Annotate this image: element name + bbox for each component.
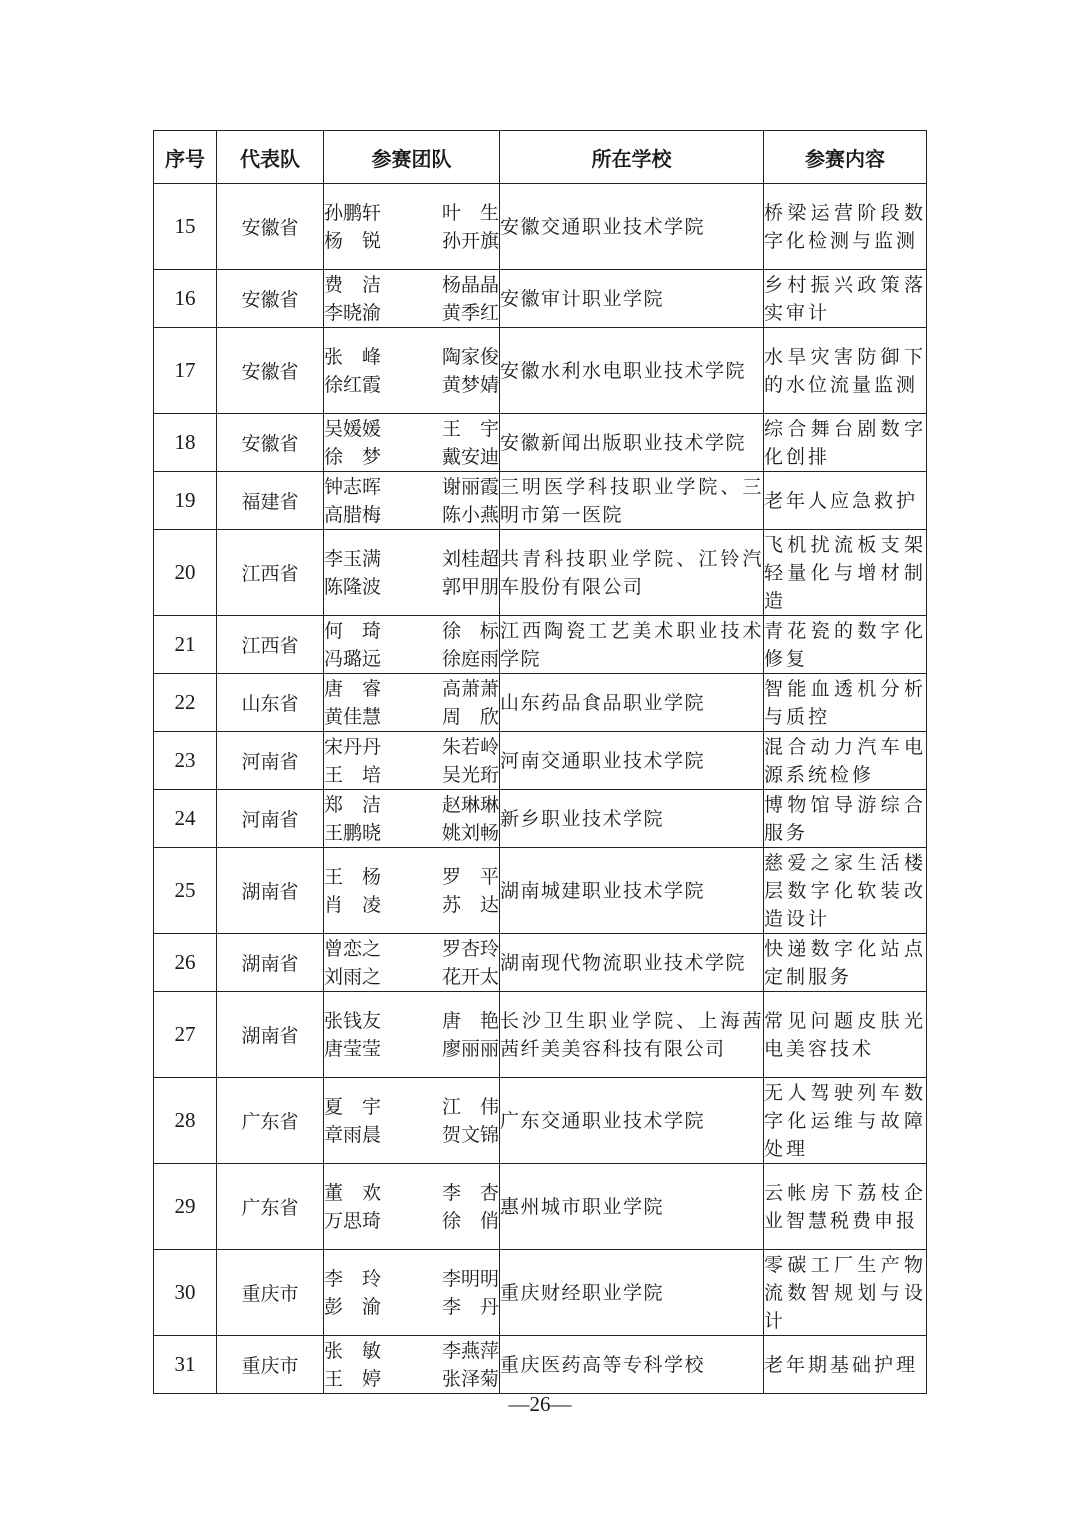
member-line — [324, 1121, 499, 1149]
member-name: 刘雨之 — [324, 965, 382, 988]
cell-delegation: 广东省 — [217, 1078, 324, 1164]
member-name: 王鹏晓 — [324, 821, 382, 844]
cell-serial-number: 24 — [154, 790, 217, 848]
member-name: 张钱友 — [324, 1009, 382, 1032]
cell-delegation: 湖南省 — [217, 848, 324, 934]
table-row — [154, 1250, 927, 1336]
member-line — [324, 1265, 499, 1293]
cell-delegation: 安徽省 — [217, 270, 324, 328]
cell-team-members — [324, 1250, 500, 1336]
cell-delegation: 安徽省 — [217, 184, 324, 270]
cell-team-members — [324, 472, 500, 530]
cell-serial-number: 27 — [154, 992, 217, 1078]
cell-competition-content: 综合舞台剧数字化创排 — [764, 414, 927, 472]
cell-competition-content: 桥梁运营阶段数字化检测与监测 — [764, 184, 927, 270]
cell-delegation: 广东省 — [217, 1164, 324, 1250]
table-row — [154, 414, 927, 472]
member-name: 李 杏 — [441, 1181, 499, 1204]
member-name: 徐 俏 — [441, 1209, 499, 1232]
member-line — [324, 371, 499, 399]
member-name: 陈隆波 — [324, 575, 382, 598]
cell-school: 安徽水利水电职业技术学院 — [500, 328, 764, 414]
cell-delegation: 安徽省 — [217, 414, 324, 472]
cell-delegation: 湖南省 — [217, 934, 324, 992]
cell-school: 安徽审计职业学院 — [500, 270, 764, 328]
member-name: 王 婷 — [324, 1367, 382, 1390]
member-line — [324, 733, 499, 761]
cell-team-members — [324, 616, 500, 674]
cell-school: 安徽新闻出版职业技术学院 — [500, 414, 764, 472]
cell-school: 惠州城市职业学院 — [500, 1164, 764, 1250]
member-name: 罗 平 — [441, 865, 499, 888]
member-name: 冯璐远 — [324, 647, 382, 670]
cell-serial-number: 25 — [154, 848, 217, 934]
member-line — [324, 761, 499, 789]
cell-team-members — [324, 328, 500, 414]
member-name: 李明明 — [441, 1267, 499, 1290]
member-name: 王 杨 — [324, 865, 382, 888]
cell-delegation: 湖南省 — [217, 992, 324, 1078]
member-line — [324, 891, 499, 919]
member-name: 陈小燕 — [441, 503, 499, 526]
cell-team-members — [324, 848, 500, 934]
header-team-members: 参赛团队 — [324, 131, 500, 184]
cell-competition-content: 博物馆导游综合服务 — [764, 790, 927, 848]
member-name: 夏 宇 — [324, 1095, 382, 1118]
member-line — [324, 415, 499, 443]
member-line — [324, 863, 499, 891]
member-name: 戴安迪 — [441, 445, 499, 468]
member-name: 高萧萧 — [441, 677, 499, 700]
table-row — [154, 472, 927, 530]
member-name: 钟志晖 — [324, 475, 382, 498]
cell-competition-content: 智能血透机分析与质控 — [764, 674, 927, 732]
cell-competition-content: 飞机扰流板支架轻量化与增材制造 — [764, 530, 927, 616]
member-line — [324, 1293, 499, 1321]
member-name: 王 培 — [324, 763, 382, 786]
cell-competition-content: 老年期基础护理 — [764, 1336, 927, 1394]
cell-delegation: 重庆市 — [217, 1336, 324, 1394]
member-name: 李 丹 — [441, 1295, 499, 1318]
member-name: 李玉满 — [324, 547, 382, 570]
cell-serial-number: 20 — [154, 530, 217, 616]
member-line — [324, 545, 499, 573]
cell-school: 三明医学科技职业学院、三明市第一医院 — [500, 472, 764, 530]
cell-team-members — [324, 414, 500, 472]
cell-delegation: 河南省 — [217, 732, 324, 790]
member-line — [324, 1093, 499, 1121]
member-name: 杨晶晶 — [441, 273, 499, 296]
cell-serial-number: 17 — [154, 328, 217, 414]
member-line — [324, 501, 499, 529]
cell-serial-number: 16 — [154, 270, 217, 328]
member-name: 曾恋之 — [324, 937, 382, 960]
cell-competition-content: 老年人应急救护 — [764, 472, 927, 530]
cell-team-members — [324, 790, 500, 848]
header-serial-number: 序号 — [154, 131, 217, 184]
member-line — [324, 343, 499, 371]
cell-team-members — [324, 1164, 500, 1250]
member-name: 徐 标 — [441, 619, 499, 642]
table-row — [154, 328, 927, 414]
cell-serial-number: 26 — [154, 934, 217, 992]
cell-team-members — [324, 184, 500, 270]
member-name: 廖丽丽 — [441, 1037, 499, 1060]
member-name: 宋丹丹 — [324, 735, 382, 758]
member-name: 高腊梅 — [324, 503, 382, 526]
table-row — [154, 732, 927, 790]
cell-delegation: 重庆市 — [217, 1250, 324, 1336]
cell-competition-content: 慈爱之家生活楼层数字化软装改造设计 — [764, 848, 927, 934]
member-line — [324, 271, 499, 299]
cell-delegation: 河南省 — [217, 790, 324, 848]
member-line — [324, 703, 499, 731]
member-name: 董 欢 — [324, 1181, 382, 1204]
cell-team-members — [324, 732, 500, 790]
table-row — [154, 1336, 927, 1394]
member-name: 唐莹莹 — [324, 1037, 382, 1060]
cell-delegation: 安徽省 — [217, 328, 324, 414]
cell-school: 重庆医药高等专科学校 — [500, 1336, 764, 1394]
cell-serial-number: 21 — [154, 616, 217, 674]
member-line — [324, 443, 499, 471]
member-name: 孙鹏轩 — [324, 201, 382, 224]
member-name: 黄季红 — [441, 301, 499, 324]
member-line — [324, 227, 499, 255]
competition-table — [153, 130, 927, 1394]
table-row — [154, 1078, 927, 1164]
cell-delegation: 江西省 — [217, 530, 324, 616]
cell-school: 重庆财经职业学院 — [500, 1250, 764, 1336]
table-row — [154, 674, 927, 732]
member-name: 王 宇 — [441, 417, 499, 440]
table-row — [154, 848, 927, 934]
cell-serial-number: 31 — [154, 1336, 217, 1394]
member-name: 贺文锦 — [441, 1123, 499, 1146]
member-name: 郭甲朋 — [441, 575, 499, 598]
member-name: 花开太 — [441, 965, 499, 988]
cell-school: 长沙卫生职业学院、上海茜茜纤美美容科技有限公司 — [500, 992, 764, 1078]
table-row — [154, 992, 927, 1078]
cell-competition-content: 水旱灾害防御下的水位流量监测 — [764, 328, 927, 414]
cell-competition-content: 快递数字化站点定制服务 — [764, 934, 927, 992]
cell-team-members — [324, 1078, 500, 1164]
cell-school: 山东药品食品职业学院 — [500, 674, 764, 732]
member-name: 吴光珩 — [441, 763, 499, 786]
member-name: 陶家俊 — [441, 345, 499, 368]
member-name: 孙开旗 — [441, 229, 499, 252]
member-line — [324, 473, 499, 501]
member-line — [324, 1365, 499, 1393]
member-line — [324, 645, 499, 673]
member-line — [324, 617, 499, 645]
member-name: 徐 梦 — [324, 445, 382, 468]
member-line — [324, 573, 499, 601]
cell-serial-number: 19 — [154, 472, 217, 530]
member-line — [324, 299, 499, 327]
cell-serial-number: 23 — [154, 732, 217, 790]
cell-school: 新乡职业技术学院 — [500, 790, 764, 848]
member-name: 张 敏 — [324, 1339, 382, 1362]
cell-delegation: 福建省 — [217, 472, 324, 530]
member-name: 李晓渝 — [324, 301, 382, 324]
member-line — [324, 1035, 499, 1063]
member-name: 谢丽霞 — [441, 475, 499, 498]
cell-school: 共青科技职业学院、江铃汽车股份有限公司 — [500, 530, 764, 616]
member-name: 苏 达 — [441, 893, 499, 916]
member-name: 杨 锐 — [324, 229, 382, 252]
member-name: 叶 生 — [441, 201, 499, 224]
member-name: 黄佳慧 — [324, 705, 382, 728]
member-line — [324, 935, 499, 963]
member-line — [324, 819, 499, 847]
member-name: 张 峰 — [324, 345, 382, 368]
cell-team-members — [324, 530, 500, 616]
cell-serial-number: 30 — [154, 1250, 217, 1336]
member-name: 赵琳琳 — [441, 793, 499, 816]
cell-school: 广东交通职业技术学院 — [500, 1078, 764, 1164]
cell-competition-content: 无人驾驶列车数字化运维与故障处理 — [764, 1078, 927, 1164]
member-name: 肖 凌 — [324, 893, 382, 916]
member-name: 万思琦 — [324, 1209, 382, 1232]
table-row — [154, 1164, 927, 1250]
cell-school: 河南交通职业技术学院 — [500, 732, 764, 790]
header-school: 所在学校 — [500, 131, 764, 184]
member-name: 吴媛媛 — [324, 417, 382, 440]
member-name: 徐庭雨 — [441, 647, 499, 670]
member-name: 朱若岭 — [441, 735, 499, 758]
member-line — [324, 1207, 499, 1235]
cell-school: 湖南现代物流职业技术学院 — [500, 934, 764, 992]
cell-competition-content: 常见问题皮肤光电美容技术 — [764, 992, 927, 1078]
member-name: 彭 渝 — [324, 1295, 382, 1318]
member-name: 姚刘畅 — [441, 821, 499, 844]
page-number: —26— — [508, 1392, 572, 1416]
table-row — [154, 616, 927, 674]
member-name: 李 玲 — [324, 1267, 382, 1290]
cell-serial-number: 22 — [154, 674, 217, 732]
cell-competition-content: 零碳工厂生产物流数智规划与设计 — [764, 1250, 927, 1336]
member-name: 章雨晨 — [324, 1123, 382, 1146]
member-line — [324, 199, 499, 227]
cell-competition-content: 混合动力汽车电源系统检修 — [764, 732, 927, 790]
cell-school: 安徽交通职业技术学院 — [500, 184, 764, 270]
table-row — [154, 270, 927, 328]
cell-team-members — [324, 1336, 500, 1394]
member-name: 李燕萍 — [441, 1339, 499, 1362]
member-line — [324, 963, 499, 991]
cell-delegation: 山东省 — [217, 674, 324, 732]
header-content: 参赛内容 — [764, 131, 927, 184]
cell-school: 湖南城建职业技术学院 — [500, 848, 764, 934]
member-line — [324, 1337, 499, 1365]
cell-competition-content: 云帐房下荔枝企业智慧税费申报 — [764, 1164, 927, 1250]
table-body — [154, 184, 927, 1394]
member-line — [324, 1007, 499, 1035]
table-row — [154, 934, 927, 992]
cell-delegation: 江西省 — [217, 616, 324, 674]
cell-competition-content: 青花瓷的数字化修复 — [764, 616, 927, 674]
cell-team-members — [324, 992, 500, 1078]
member-name: 郑 洁 — [324, 793, 382, 816]
member-name: 周 欣 — [441, 705, 499, 728]
member-name: 刘桂超 — [441, 547, 499, 570]
member-name: 张泽菊 — [441, 1367, 499, 1390]
member-name: 黄梦婧 — [441, 373, 499, 396]
member-name: 唐 艳 — [441, 1009, 499, 1032]
table-row — [154, 790, 927, 848]
member-line — [324, 675, 499, 703]
cell-team-members — [324, 270, 500, 328]
cell-serial-number: 28 — [154, 1078, 217, 1164]
cell-team-members — [324, 674, 500, 732]
cell-team-members — [324, 934, 500, 992]
cell-school: 江西陶瓷工艺美术职业技术学院 — [500, 616, 764, 674]
table-header-row — [154, 131, 927, 184]
table-row — [154, 530, 927, 616]
cell-serial-number: 15 — [154, 184, 217, 270]
member-name: 唐 睿 — [324, 677, 382, 700]
header-delegation: 代表队 — [217, 131, 324, 184]
cell-serial-number: 29 — [154, 1164, 217, 1250]
cell-serial-number: 18 — [154, 414, 217, 472]
member-name: 何 琦 — [324, 619, 382, 642]
table-row — [154, 184, 927, 270]
member-line — [324, 791, 499, 819]
member-name: 费 洁 — [324, 273, 382, 296]
member-name: 江 伟 — [441, 1095, 499, 1118]
member-name: 徐红霞 — [324, 373, 382, 396]
member-line — [324, 1179, 499, 1207]
member-name: 罗杏玲 — [441, 937, 499, 960]
cell-competition-content: 乡村振兴政策落实审计 — [764, 270, 927, 328]
